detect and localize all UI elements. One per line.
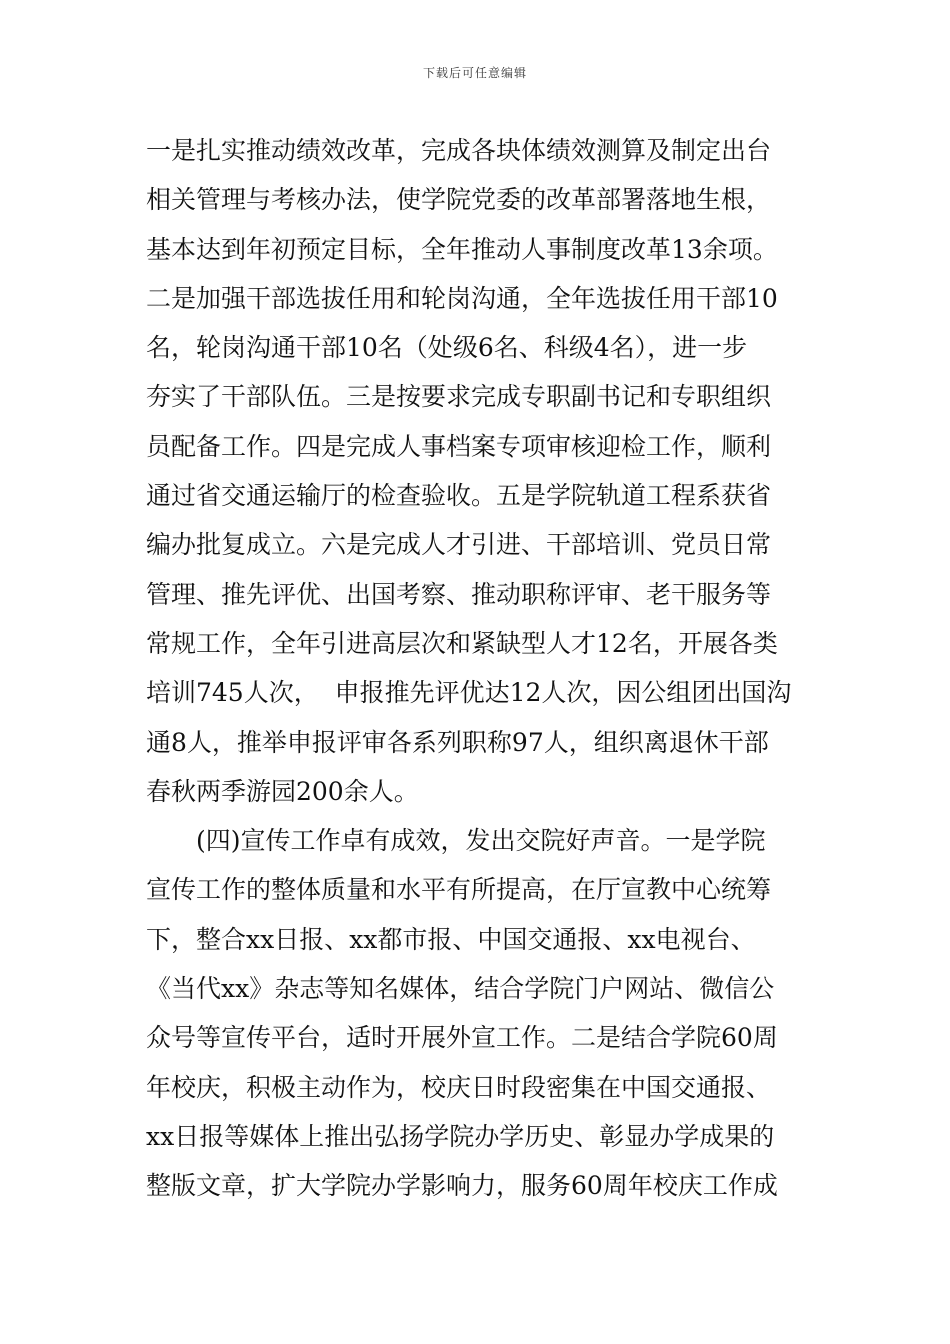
text-line: 众号等宣传平台，适时开展外宣工作。二是结合学院60周 [146, 1023, 778, 1053]
text-line: 常规工作，全年引进高层次和紧缺型人才12名，开展各类 [146, 628, 778, 658]
text-line: xx日报等媒体上推出弘扬学院办学历史、彰显办学成果的 [146, 1121, 775, 1151]
text-line: 编办批复成立。六是完成人才引进、干部培训、党员日常 [146, 530, 772, 560]
page-header: 下载后可任意编辑 [422, 66, 527, 80]
paragraph-start-line: (四)宣传工作卓有成效，发出交院好声音。一是学院 [196, 826, 766, 856]
text-line: 二是加强干部选拔任用和轮岗沟通，全年选拔任用干部10 [146, 283, 778, 313]
text-line: 基本达到年初预定目标，全年推动人事制度改革13余项。 [146, 234, 778, 264]
text-line: 管理、推先评优、出国考察、推动职称评审、老干服务等 [146, 579, 772, 609]
text-line: 宣传工作的整体质量和水平有所提高，在厅宣教中心统筹 [146, 875, 772, 905]
text-line: 相关管理与考核办法，使学院党委的改革部署落地生根， [146, 185, 772, 215]
text-line: 通8人，推举申报评审各系列职称97人，组织离退休干部 [146, 727, 769, 757]
text-line: 下，整合xx日报、xx都市报、中国交通报、xx电视台、 [146, 924, 756, 954]
text-line: 春秋两季游园200余人。 [146, 776, 419, 806]
text-line: 《当代xx》杂志等知名媒体，结合学院门户网站、微信公 [146, 974, 775, 1004]
text-line: 培训745人次， 申报推先评优达12人次，因公组团出国沟 [146, 678, 792, 708]
text-line: 夯实了干部队伍。三是按要求完成专职副书记和专职组织 [146, 382, 772, 412]
body-text [146, 126, 826, 1211]
text-line: 一是扎实推动绩效改革，完成各块体绩效测算及制定出台 [146, 136, 772, 165]
text-line: 通过省交通运输厅的检查验收。五是学院轨道工程系获省 [146, 481, 772, 511]
text-line: 年校庆，积极主动作为，校庆日时段密集在中国交通报、 [146, 1072, 772, 1102]
text-line: 员配备工作。四是完成人事档案专项审核迎检工作，顺利 [146, 431, 772, 461]
text-line: 整版文章，扩大学院办学影响力，服务60周年校庆工作成 [146, 1171, 778, 1201]
text-line: 名，轮岗沟通干部10名（处级6名、科级4名），进一步 [146, 333, 748, 363]
